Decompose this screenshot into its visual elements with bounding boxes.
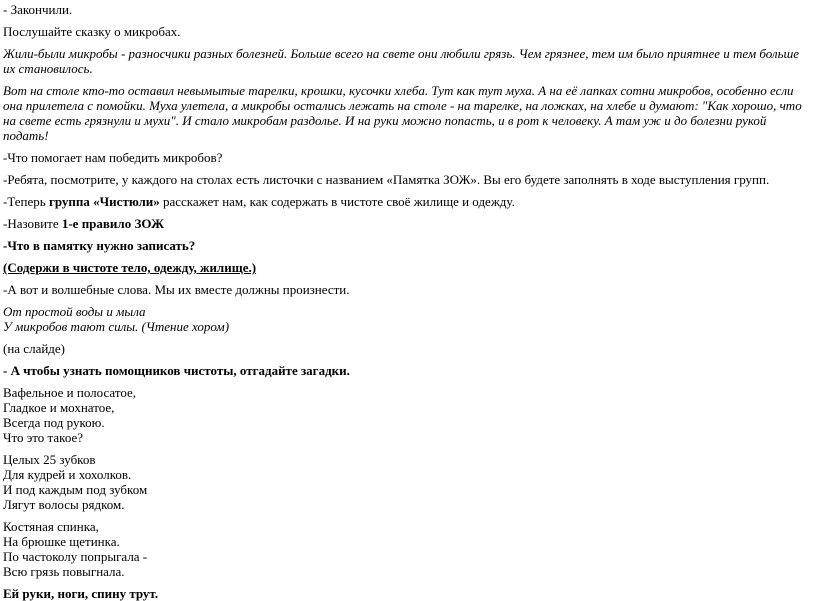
group-name: группа «Чистюли»: [48, 194, 160, 209]
rule-name: 1-е правило ЗОЖ: [61, 216, 164, 231]
paragraph-rule-answer: (Содержи в чистоте тело, одежду, жилище.): [3, 260, 257, 275]
riddle-line: Всю грязь повыгнала.: [3, 564, 125, 579]
text-run: -Теперь: [3, 194, 49, 209]
text-run: расскажет нам, как содержать в чистоте своё жилище и одежду.: [159, 194, 515, 209]
paragraph-on-slide: (на слайде): [3, 341, 66, 356]
chant-line: От простой воды и мыла: [3, 304, 146, 319]
riddle-line: Гладкое и мохнатое,: [3, 400, 115, 415]
paragraph-question-microbes: -Что помогает нам победить микробов?: [3, 150, 223, 165]
paragraph-listen-tale: Послушайте сказку о микробах.: [3, 24, 181, 39]
riddle-line: И под каждым под зубком: [3, 482, 148, 497]
paragraph-riddles-intro: - А чтобы узнать помощников чистоты, отгадайте загадки.: [3, 363, 350, 378]
paragraph-tale-fly: Вот на столе кто-то оставил невымытые тарелки, крошки, кусочки хлеба. Тут как тут муха. А на её лапках сотни микробов, особенно если она прилетела с помойки. Муха улетела, а микробы остались лежать на столе - на тарелке, на ложках, на хлебе и думают: "Как хорошо, что на свете есть грязнули и мухи". И стало микробам раздолье. И на руки можно попасть, и в рот к человеку. А там уж и до болезни рукой подать!: [3, 83, 802, 143]
paragraph-tale-intro: Жили-были микробы - разносчики разных болезней. Больше всего на свете они любили грязь. Чем грязнее, тем им было приятнее и тем больше их становилось.: [3, 46, 800, 76]
riddle-line: Целых 25 зубков: [3, 452, 96, 467]
paragraph-group-cleaners: [3, 194, 808, 209]
paragraph-name-rule: [3, 216, 808, 231]
paragraph-last-line: Ей руки, ноги, спину трут.: [3, 586, 159, 601]
paragraph-memo-sheets: -Ребята, посмотрите, у каждого на столах есть листочки с названием «Памятка ЗОЖ». Вы его будете заполнять в ходе выступления групп.: [3, 172, 770, 187]
chant-line: У микробов тают силы. (Чтение хором): [3, 319, 230, 334]
riddle-line: Костяная спинка,: [3, 519, 99, 534]
riddle-line: Лягут волосы рядком.: [3, 497, 125, 512]
riddle-toothbrush: [3, 519, 808, 579]
paragraph-finished: - Закончили.: [3, 2, 73, 17]
riddle-towel: [3, 385, 808, 445]
paragraph-magic-words: -А вот и волшебные слова. Мы их вместе должны произнести.: [3, 282, 350, 297]
riddle-comb: [3, 452, 808, 512]
paragraph-chant: [3, 304, 808, 334]
riddle-line: На брюшке щетинка.: [3, 534, 120, 549]
text-run: -Назовите: [3, 216, 62, 231]
riddle-line: Для кудрей и хохолков.: [3, 467, 132, 482]
riddle-line: По частоколу попрыгала -: [3, 549, 148, 564]
riddle-line: Что это такое?: [3, 430, 84, 445]
paragraph-memo-question: -Что в памятку нужно записать?: [3, 238, 196, 253]
document-page: [0, 2, 808, 601]
riddle-line: Всегда под рукою.: [3, 415, 105, 430]
riddle-line: Вафельное и полосатое,: [3, 385, 137, 400]
